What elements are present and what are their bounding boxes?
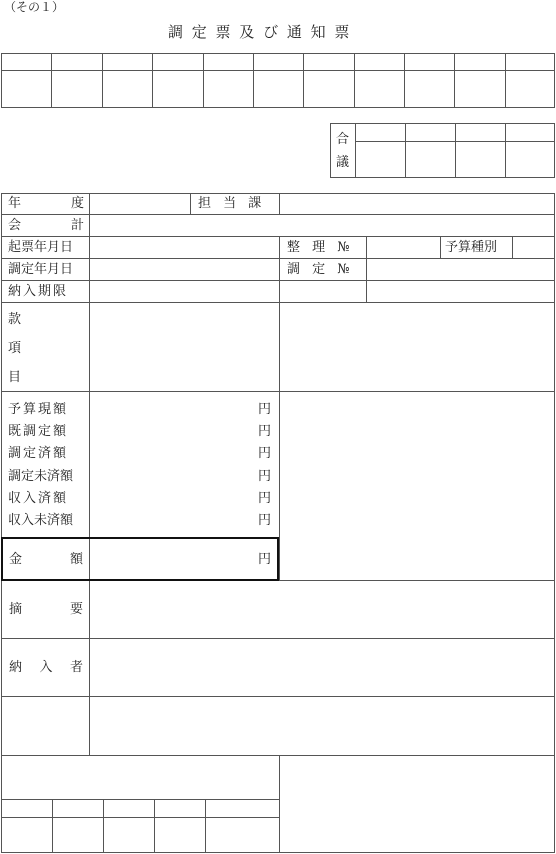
fiscal-year-label: 年 度 — [8, 196, 84, 211]
consultation-label-2: 議 — [336, 155, 350, 170]
ref-no-label: 整 理 № — [287, 240, 354, 255]
kan-label: 款 — [8, 312, 22, 327]
yen-unit: 円 — [258, 491, 272, 506]
yen-unit: 円 — [258, 513, 272, 528]
amount-main-label: 金 額 — [9, 552, 83, 567]
assess-no-label: 調 定 № — [287, 262, 354, 277]
main-form — [1, 193, 555, 853]
yen-unit: 円 — [258, 552, 272, 567]
budget-type-label: 予算種別 — [445, 240, 498, 255]
payment-deadline-label: 納入期限 — [8, 284, 69, 299]
kou-label: 項 — [8, 341, 22, 356]
amount-label: 収入済額 — [8, 491, 69, 506]
amount-label: 収入未済額 — [8, 513, 74, 528]
series-label: （その１） — [4, 0, 65, 14]
amount-label: 既調定額 — [8, 424, 69, 439]
amount-label: 調定済額 — [8, 446, 69, 461]
amount-label: 予算現額 — [8, 402, 69, 417]
account-label: 会 計 — [8, 218, 84, 233]
yen-unit: 円 — [258, 402, 272, 417]
department-label: 担 当 課 — [198, 196, 266, 211]
assess-date-label: 調定年月日 — [8, 262, 74, 277]
payer-label: 納 入 者 — [9, 660, 83, 675]
page-title: 調 定 票 及 び 通 知 票 — [168, 23, 352, 41]
moku-label: 目 — [8, 370, 22, 385]
consultation-grid — [330, 123, 555, 178]
summary-label: 摘 要 — [9, 602, 83, 617]
yen-unit: 円 — [258, 446, 272, 461]
amount-label: 調定未済額 — [8, 469, 74, 484]
consultation-label-1: 合 — [336, 132, 350, 147]
stamp-grid-top — [1, 53, 555, 108]
issue-date-label: 起票年月日 — [8, 240, 74, 255]
yen-unit: 円 — [258, 424, 272, 439]
yen-unit: 円 — [258, 469, 272, 484]
